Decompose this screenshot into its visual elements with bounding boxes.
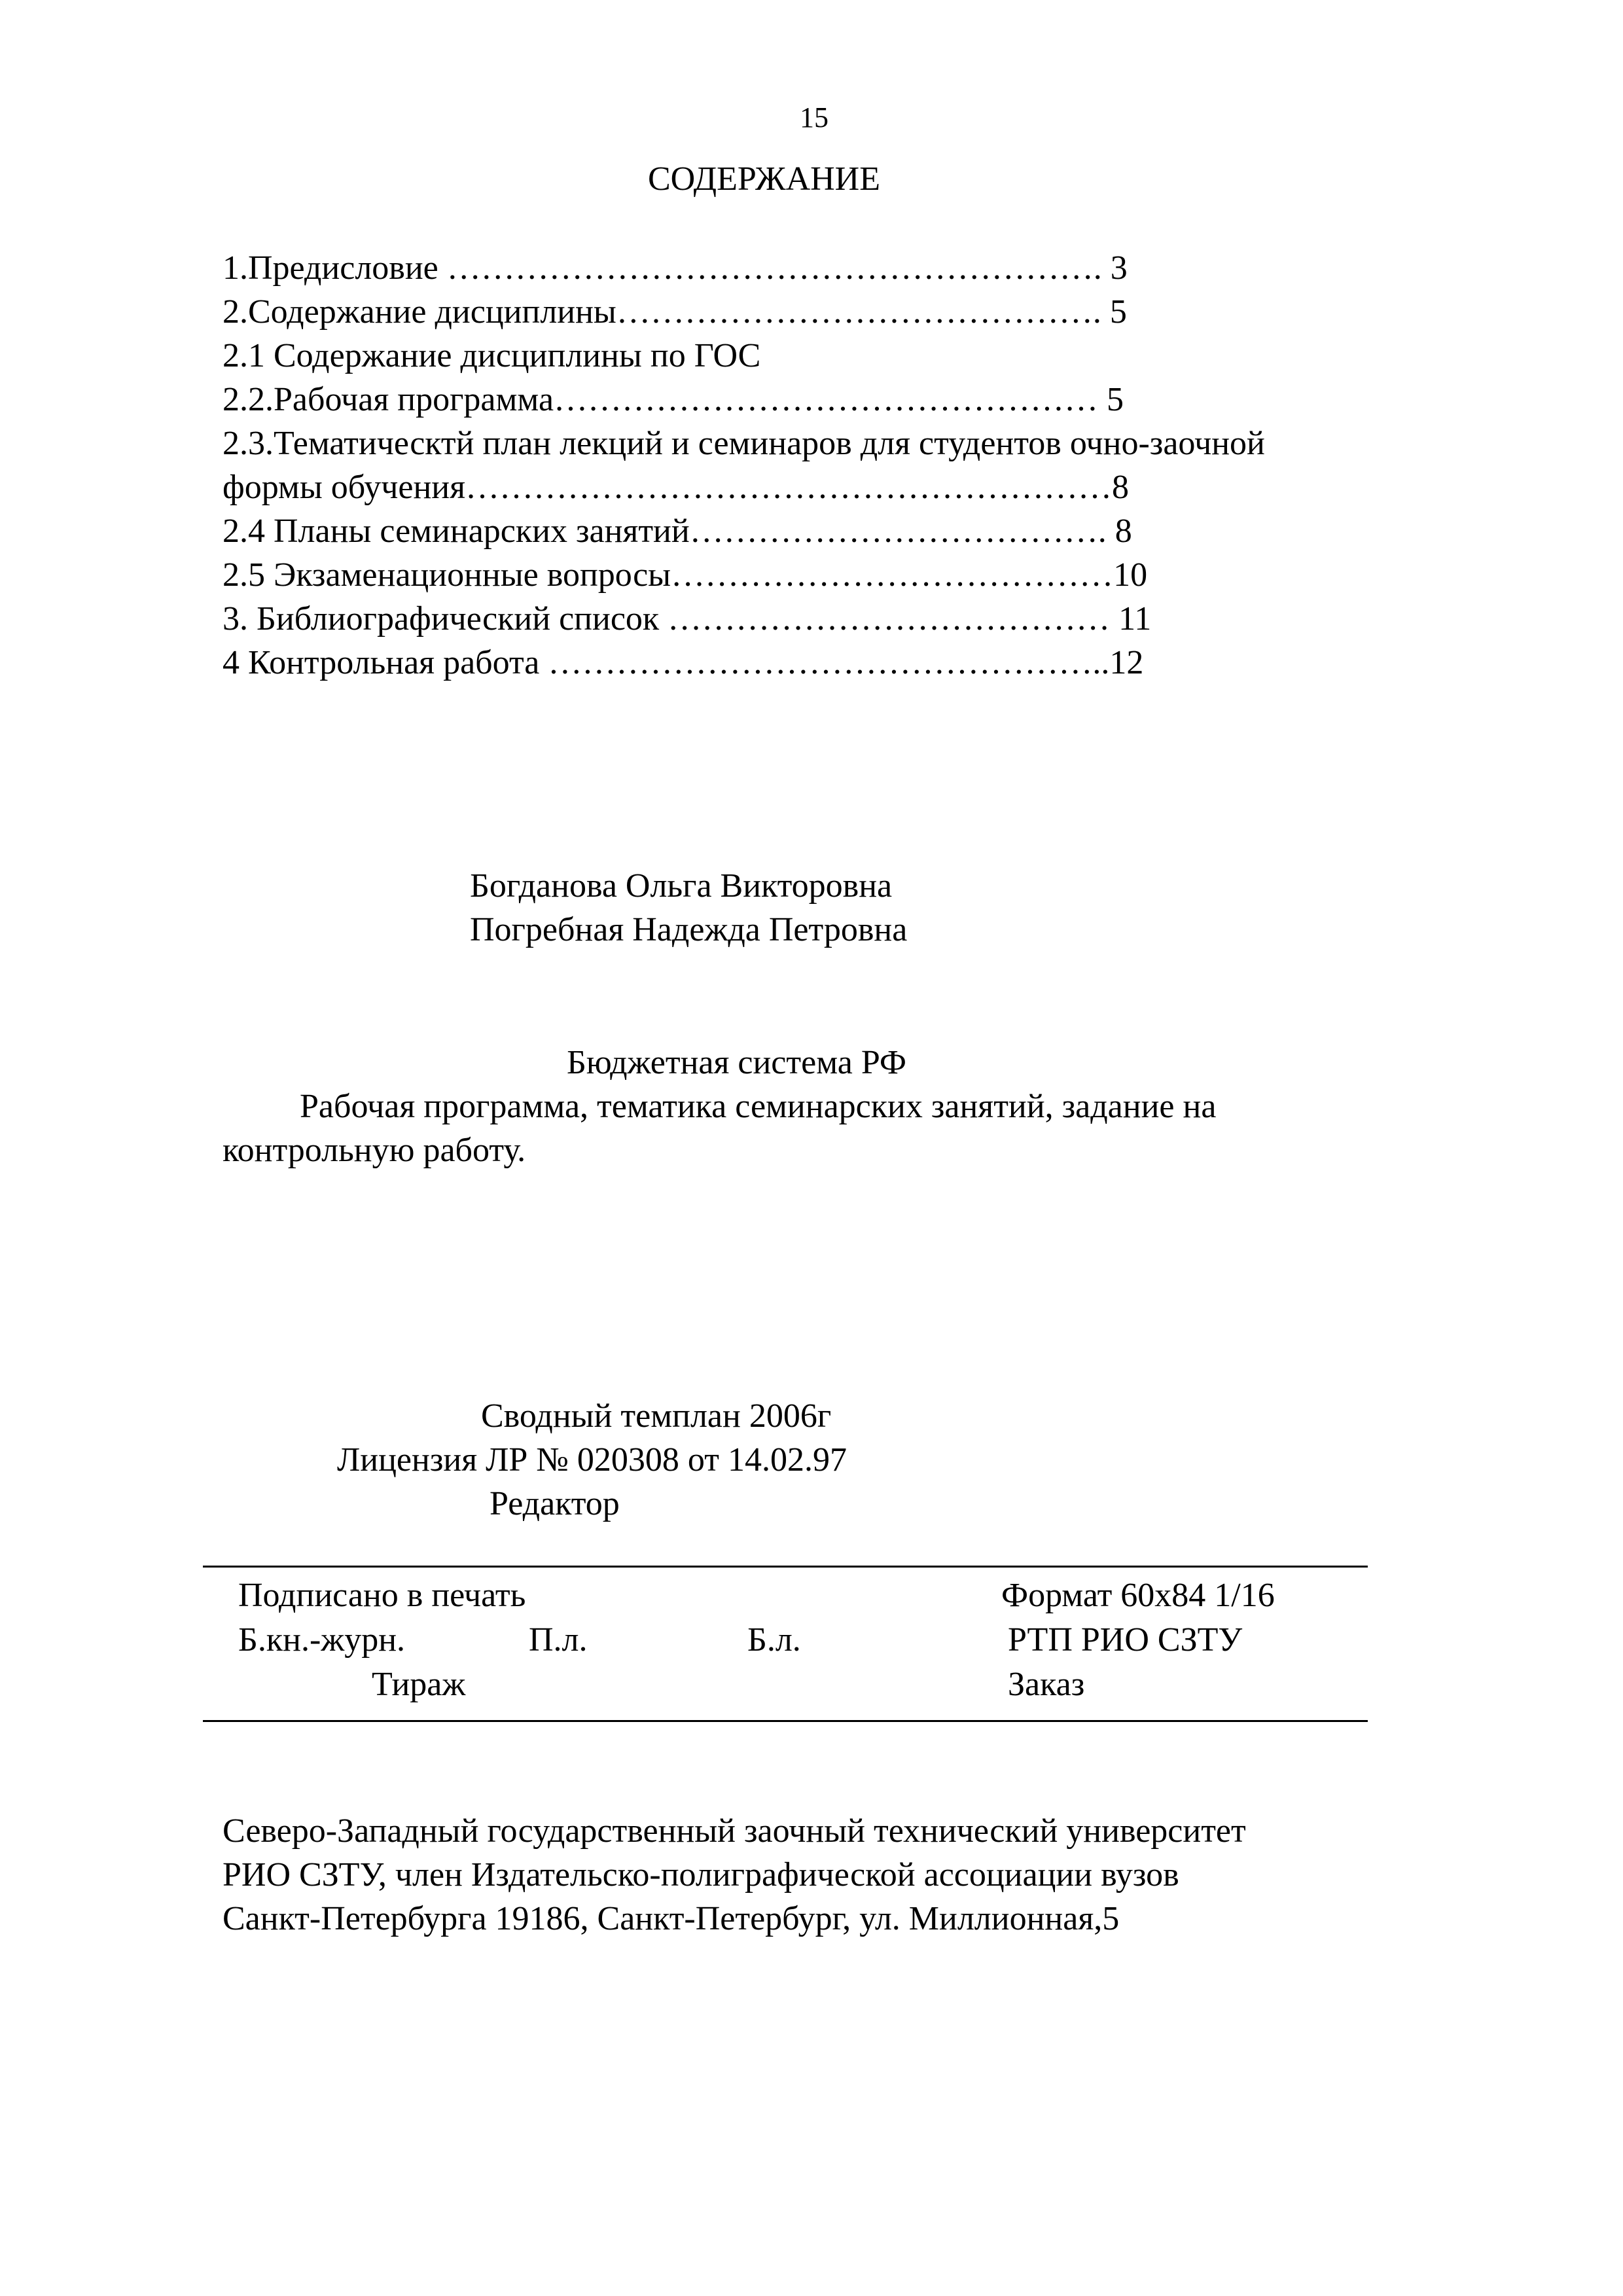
author-name: Богданова Ольга Викторовна [470,867,893,905]
signed-label: Подписано в печать [238,1577,526,1614]
divider-top [203,1566,1368,1568]
circulation-label: Тираж [372,1666,466,1703]
toc-line: 2.5 Экзаменационные вопросы…………………………………10 [223,556,1148,594]
toc-line: 2.3.Тематическтй план лекций и семинаров для студентов очно-заочной [223,425,1265,462]
paper-sheets-label: Б.л. [747,1621,801,1659]
printed-sheets-label: П.л. [529,1621,588,1659]
toc-line: 2.2.Рабочая программа………………………………………… 5 [223,381,1124,418]
publisher-line: Северо-Западный государственный заочный технический университет [223,1812,1246,1850]
toc-line: 2.4 Планы семинарских занятий………………………………. 8 [223,512,1132,550]
toc-line: 1.Предисловие …………………………………………………. 3 [223,249,1128,287]
publisher-line: Санкт-Петербурга 19186, Санкт-Петербург, ул. Миллионная,5 [223,1900,1120,1937]
toc-line: 2.Содержание дисциплины……………………………………. 5 [223,293,1127,331]
author-name: Погребная Надежда Петровна [470,911,908,948]
page-number: 15 [800,101,829,134]
plan-line: Сводный темплан 2006г [481,1397,832,1435]
editor-label: Редактор [490,1485,620,1522]
toc-line: 3. Библиографический список ………………………………… 11 [223,600,1152,637]
toc-line: формы обучения…………………………………………………8 [223,469,1130,506]
toc-line: 2.1 Содержание дисциплины по ГОС [223,337,761,374]
toc-line: 4 Контрольная работа …………………………………………..12 [223,644,1144,681]
divider-bottom [203,1720,1368,1722]
printer-label: РТП РИО СЗТУ [1008,1621,1243,1659]
book-journal-label: Б.кн.-журн. [238,1621,406,1659]
publisher-line: РИО СЗТУ, член Издательско-полиграфической ассоциации вузов [223,1856,1179,1893]
book-description: контрольную работу. [223,1132,526,1169]
book-title: Бюджетная система РФ [567,1044,906,1081]
format-label: Формат 60х84 1/16 [1001,1577,1275,1614]
book-description: Рабочая программа, тематика семинарских занятий, задание на [300,1088,1217,1125]
order-label: Заказ [1008,1666,1085,1703]
toc-title: СОДЕРЖАНИЕ [648,160,880,198]
license-line: Лицензия ЛР № 020308 от 14.02.97 [337,1441,847,1479]
